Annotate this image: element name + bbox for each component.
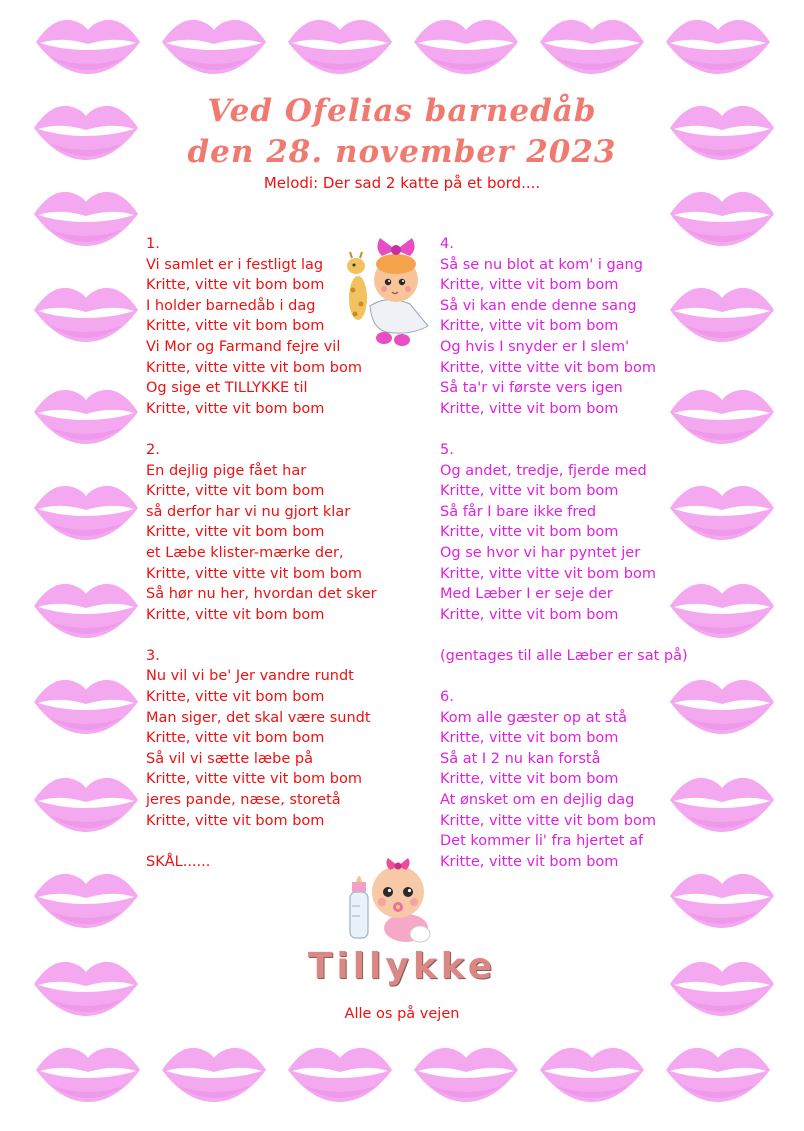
stanza-number: 2. [146, 441, 160, 458]
lyric-line: Kritte, vitte vit bom bom [146, 730, 325, 747]
stanza-gap [146, 625, 396, 646]
lips-icon [158, 12, 270, 78]
page-title-line-1: Ved Ofelias barnedåb [207, 93, 597, 129]
lyric-line: så derfor har vi nu gjort klar [146, 503, 351, 520]
lyric-line: Med Læber I er seje der [440, 586, 613, 603]
lyric-line: I holder barnedåb i dag [146, 297, 316, 314]
stanza-gap [440, 666, 700, 687]
stanza-gap [146, 831, 396, 852]
lyric-line: et Læbe klister-mærke der, [146, 544, 344, 561]
lyric-line: Kritte, vitte vit bom bom [146, 400, 325, 417]
lyric-line: Kritte, vitte vitte vit bom bom [146, 359, 362, 376]
lyric-line: Kritte, vitte vit bom bom [440, 524, 619, 541]
lips-icon [30, 770, 142, 836]
lyric-line: Vi Mor og Farmand fejre vil [146, 338, 341, 355]
lyric-line: Nu vil vi be' Jer vandre rundt [146, 668, 354, 685]
lyric-line: Så ta'r vi første vers igen [440, 380, 623, 397]
lyric-line: Og andet, tredje, fjerde med [440, 462, 647, 479]
stanza-gap [440, 419, 700, 440]
stanza-number: 6. [440, 689, 454, 706]
lyric-line: Kritte, vitte vit bom bom [440, 483, 619, 500]
lips-icon [30, 866, 142, 932]
lips-icon [536, 1040, 648, 1106]
lyric-line: Kritte, vitte vitte vit bom bom [440, 812, 656, 829]
lips-icon [30, 672, 142, 738]
lyric-line: Kritte, vitte vit bom bom [146, 606, 325, 623]
lyric-line: Kritte, vitte vit bom bom [146, 689, 325, 706]
lyric-line: Kritte, vitte vitte vit bom bom [440, 565, 656, 582]
lips-icon [666, 866, 778, 932]
stanza-gap [440, 625, 700, 646]
lyric-line: Kritte, vitte vit bom bom [440, 318, 619, 335]
lyric-line: At ønsket om en dejlig dag [440, 792, 635, 809]
lyric-line: SKÅL...... [146, 853, 211, 870]
stanza-gap [146, 419, 396, 440]
baby-with-giraffe-icon [340, 228, 436, 352]
lyrics-right-column [440, 234, 700, 872]
lyric-line: Kritte, vitte vit bom bom [146, 812, 325, 829]
lyric-line: Kritte, vitte vit bom bom [146, 524, 325, 541]
lyric-line: jeres pande, næse, storetå [146, 792, 341, 809]
tillykke-heading: Tillykke [307, 946, 497, 987]
lyric-line: Kritte, vitte vit bom bom [440, 730, 619, 747]
stanza-number: 4. [440, 236, 454, 252]
lyric-line: Kritte, vitte vitte vit bom bom [146, 771, 362, 788]
lyric-line: Så får I bare ikke fred [440, 503, 597, 520]
lips-icon [410, 1040, 522, 1106]
lyric-line: Så vi kan ende denne sang [440, 297, 637, 314]
lyric-line: Kritte, vitte vit bom bom [146, 483, 325, 500]
lyric-line: Så vil vi sætte læbe på [146, 750, 313, 767]
lips-icon [30, 382, 142, 448]
lyric-line: Vi samlet er i festligt lag [146, 256, 324, 273]
lyric-line: Det kommer li' fra hjertet af [440, 833, 644, 850]
lips-icon [30, 576, 142, 642]
lips-icon [410, 12, 522, 78]
lips-icon [32, 1040, 144, 1106]
stanza-number: 3. [146, 647, 160, 664]
lyric-line: Kritte, vitte vitte vit bom bom [440, 359, 656, 376]
lyric-line: Kritte, vitte vit bom bom [146, 277, 325, 294]
stanza-number: 5. [440, 441, 454, 458]
lyric-line: Og sige et TILLYKKE til [146, 380, 308, 397]
lips-icon [662, 12, 774, 78]
lyric-line: Man siger, det skal være sundt [146, 709, 371, 726]
lips-icon [158, 1040, 270, 1106]
lyric-line: Så se nu blot at kom' i gang [440, 256, 643, 273]
lyric-line: Kritte, vitte vit bom bom [440, 853, 619, 870]
lyric-line: Kritte, vitte vitte vit bom bom [146, 565, 362, 582]
lyric-line: Kritte, vitte vit bom bom [440, 771, 619, 788]
baby-with-bottle-icon [340, 852, 436, 948]
lips-icon [284, 1040, 396, 1106]
lyric-line: Kom alle gæster op at stå [440, 709, 628, 726]
page-title-line-2: den 28. november 2023 [187, 134, 617, 170]
lyric-line: Så hør nu her, hvordan det sker [146, 586, 377, 603]
lyric-line: En dejlig pige fået har [146, 462, 307, 479]
lips-icon [662, 1040, 774, 1106]
lyric-line: Kritte, vitte vit bom bom [440, 400, 619, 417]
lyric-line: (gentages til alle Læber er sat på) [440, 647, 688, 664]
footer-tagline: Alle os på vejen [344, 1006, 460, 1022]
melody-subtitle: Melodi: Der sad 2 katte på et bord.... [263, 174, 541, 192]
lips-icon [30, 478, 142, 544]
lyric-line: Så at I 2 nu kan forstå [440, 750, 601, 767]
lyric-line: Kritte, vitte vit bom bom [440, 606, 619, 623]
lyric-line: Kritte, vitte vit bom bom [146, 318, 325, 335]
lips-icon [30, 280, 142, 346]
lips-icon [30, 184, 142, 250]
lyric-line: Og hvis I snyder er I slem' [440, 338, 630, 355]
lyric-line: Kritte, vitte vit bom bom [440, 277, 619, 294]
lyric-line: Og se hvor vi har pyntet jer [440, 544, 641, 561]
lips-icon [284, 12, 396, 78]
stanza-number: 1. [146, 236, 160, 252]
lips-icon [32, 12, 144, 78]
lips-icon [536, 12, 648, 78]
